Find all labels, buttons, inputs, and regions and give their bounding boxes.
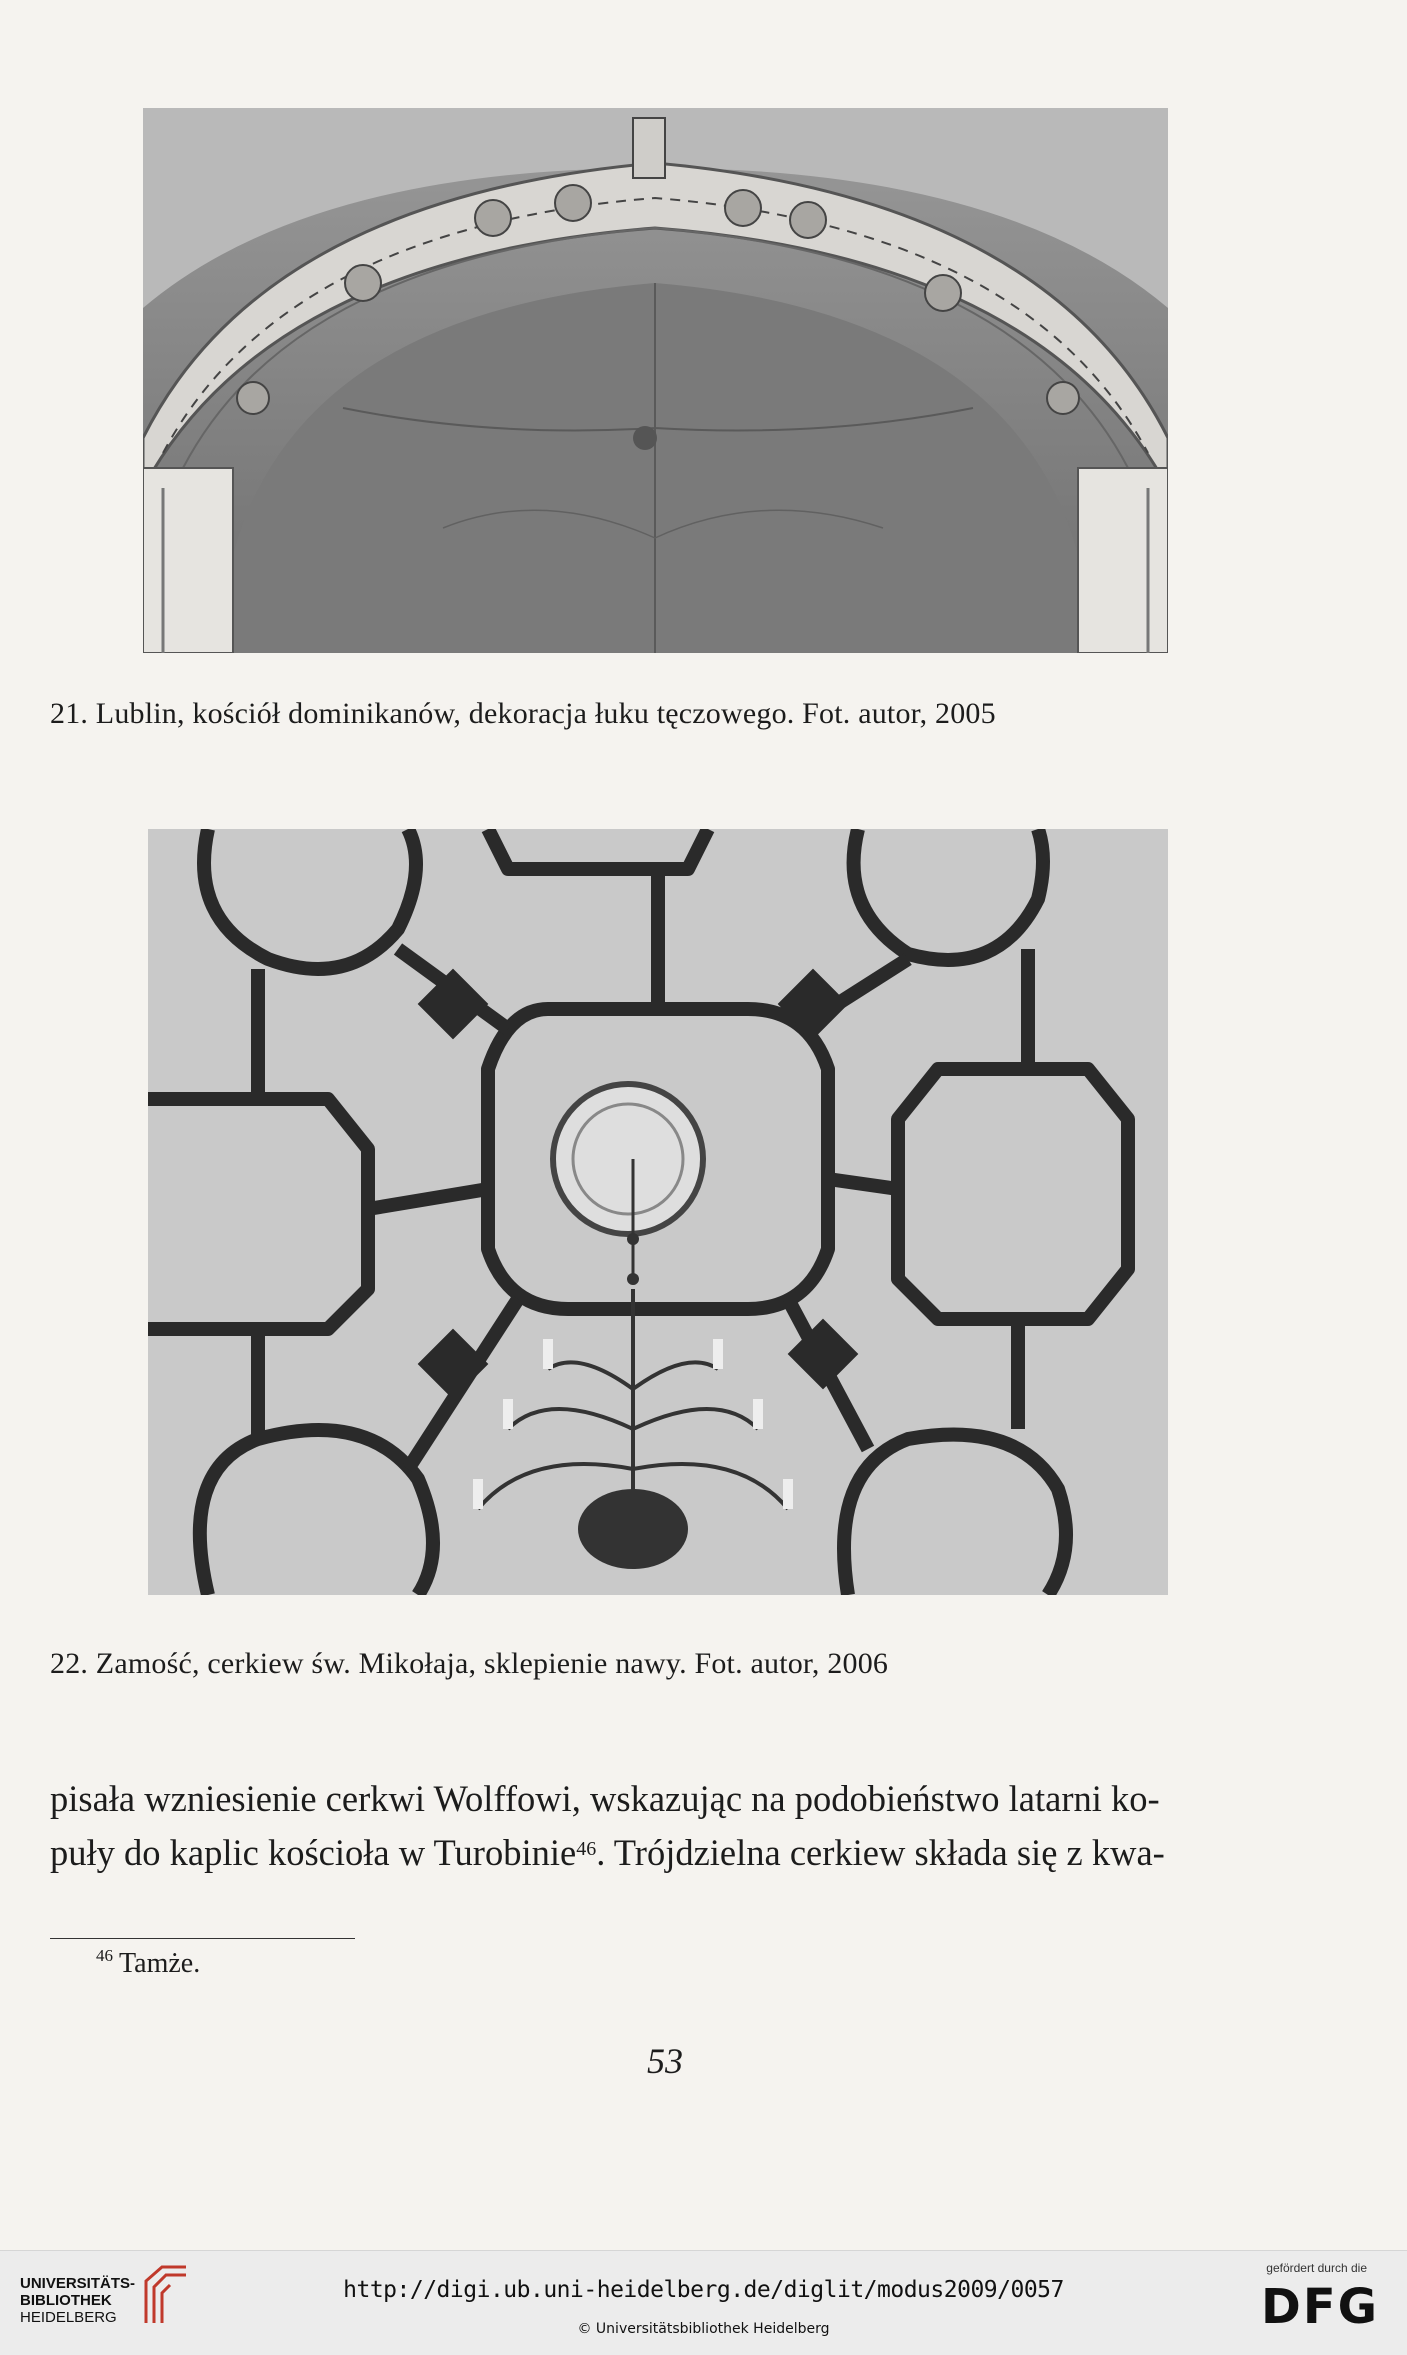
footnote-divider: [50, 1938, 355, 1939]
body-line-2-end: . Trójdzielna cerkiew składa się z kwa-: [596, 1832, 1165, 1873]
figure-22-photo: [148, 829, 1168, 1595]
digitization-footer: [0, 2250, 1407, 2355]
figure-21-caption: 21. Lublin, kościół dominikanów, dekoracja łuku tęczowego. Fot. autor, 2005: [50, 697, 996, 730]
footnote-reference[interactable]: 46: [576, 1838, 597, 1860]
vault-image: [148, 829, 1168, 1595]
body-line-2: [50, 1826, 1275, 1880]
footnote: [96, 1948, 200, 1980]
source-url-link[interactable]: http://digi.ub.uni-heidelberg.de/diglit/modus2009/0057: [343, 2277, 1064, 2303]
page-number: 53: [647, 2041, 683, 2081]
figure-21-photo: [143, 108, 1168, 653]
footnote-text: Tamże.: [119, 1948, 201, 1979]
footnote-number: 46: [96, 1946, 113, 1965]
dfg-logo: DFG: [1260, 2279, 1379, 2335]
body-paragraph: [50, 1772, 1275, 1880]
body-line-1: pisała wzniesienie cerkwi Wolffowi, wskazując na podobieństwo latarni ko-: [50, 1778, 1160, 1819]
figure-22-caption: 22. Zamość, cerkiew św. Mikołaja, sklepienie nawy. Fot. autor, 2006: [50, 1647, 889, 1680]
arch-image: [143, 108, 1168, 653]
library-name-line-1: UNIVERSITÄTS-: [20, 2275, 136, 2292]
body-line-2-start: puły do kaplic kościoła w Turobinie: [50, 1832, 577, 1873]
library-name-line-2: BIBLIOTHEK: [20, 2292, 112, 2309]
library-name-line-3: HEIDELBERG: [20, 2309, 117, 2326]
sponsor-label: gefördert durch die: [1266, 2261, 1367, 2275]
copyright-notice: © Universitätsbibliothek Heidelberg: [577, 2321, 830, 2337]
